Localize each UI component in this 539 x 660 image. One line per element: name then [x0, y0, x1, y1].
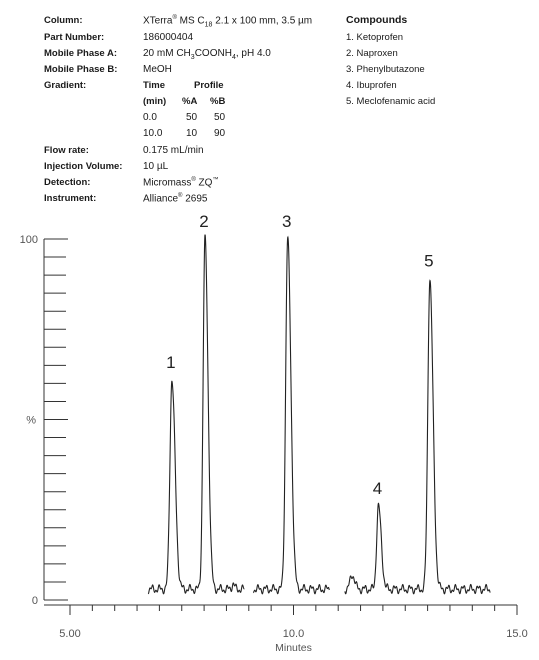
peak-label-3: 3 — [281, 212, 292, 231]
trace-segment-1 — [148, 235, 244, 594]
detector-tm-mark: ™ — [212, 177, 219, 183]
column-reg-mark: ® — [172, 15, 177, 21]
compound-item-3: 3. Phenylbutazone — [346, 64, 425, 75]
gradient-row-1-time: 0.0 — [143, 112, 157, 123]
x-tick-label-15: 15.0 — [506, 628, 528, 640]
peak-label-5: 5 — [424, 251, 434, 271]
x-axis-title: Minutes — [275, 642, 312, 654]
compounds-title: Compounds — [346, 14, 408, 26]
mpa-part2: COONH — [194, 48, 232, 59]
gradient-row-2-a: 10 — [186, 128, 198, 139]
gradient-row-1-b: 50 — [214, 112, 226, 123]
detector-model: ZQ — [195, 177, 213, 189]
detector-reg-mark: ® — [191, 177, 196, 183]
compound-item-5: 5. Meclofenamic acid — [346, 96, 436, 107]
gradient-head-a: %A — [182, 96, 198, 107]
column-phase: MS C — [176, 15, 205, 27]
gradient-head-time: Time — [143, 80, 166, 91]
trace-segment-2 — [253, 237, 329, 594]
mpa-sub1: 3 — [190, 54, 195, 61]
y-axis — [20, 234, 68, 607]
mobile-phase-a-label: Mobile Phase A: — [44, 48, 118, 59]
detection-label: Detection: — [44, 177, 91, 188]
gradient-head-min: (min) — [143, 96, 167, 107]
compound-item-4: 4. Ibuprofen — [346, 80, 397, 91]
compound-item-1: 1. Ketoprofen — [346, 32, 404, 43]
instrument-label: Instrument: — [44, 193, 97, 204]
injection-volume-value: 10 µL — [143, 161, 169, 172]
y-axis-title: % — [26, 414, 36, 427]
mobile-phase-b-label: Mobile Phase B: — [44, 64, 118, 75]
peak-label-2: 2 — [199, 212, 209, 231]
peak-label-4: 4 — [372, 479, 383, 499]
peak-label-1: 1 — [166, 352, 176, 372]
mpa-part3: , pH 4.0 — [235, 48, 271, 59]
y-tick-label-0: 0 — [31, 595, 38, 607]
compound-item-2: 2. Naproxen — [346, 48, 398, 59]
gradient-row-1-a: 50 — [186, 112, 198, 123]
chromatogram-trace — [148, 235, 490, 594]
x-axis — [44, 605, 528, 654]
instrument-reg-mark: ® — [178, 193, 183, 199]
x-tick-label-10: 10.0 — [282, 628, 305, 640]
gradient-row-2-time: 10.0 — [143, 128, 163, 139]
trace-segment-3 — [345, 281, 490, 594]
injection-volume-label: Injection Volume: — [44, 161, 123, 172]
column-label: Column: — [44, 15, 83, 26]
x-tick-label-5: 5.00 — [59, 628, 81, 640]
column-brand: XTerra — [143, 15, 173, 27]
column-phase-sub: 18 — [204, 21, 213, 29]
flow-rate-value: 0.175 mL/min — [143, 145, 204, 156]
part-number-value: 186000404 — [143, 32, 194, 43]
x-ticks — [70, 605, 517, 615]
detector-brand: Micromass — [143, 177, 192, 189]
mpa-sub2: 4 — [231, 54, 236, 61]
mpa-part1: 20 mM CH — [143, 48, 191, 59]
y-minor-ticks — [44, 239, 68, 600]
gradient-row-2-b: 90 — [214, 128, 226, 139]
instrument-brand: Alliance — [143, 193, 179, 205]
mobile-phase-b-value: MeOH — [143, 64, 172, 75]
flow-rate-label: Flow rate: — [44, 145, 89, 156]
instrument-model: 2695 — [182, 193, 208, 205]
part-number-label: Part Number: — [44, 32, 105, 43]
y-tick-label-100: 100 — [19, 234, 38, 246]
gradient-head-profile: Profile — [194, 80, 224, 91]
gradient-label: Gradient: — [44, 80, 87, 91]
column-dimensions: 2.1 x 100 mm, 3.5 µm — [212, 15, 313, 27]
gradient-head-b: %B — [210, 96, 226, 107]
